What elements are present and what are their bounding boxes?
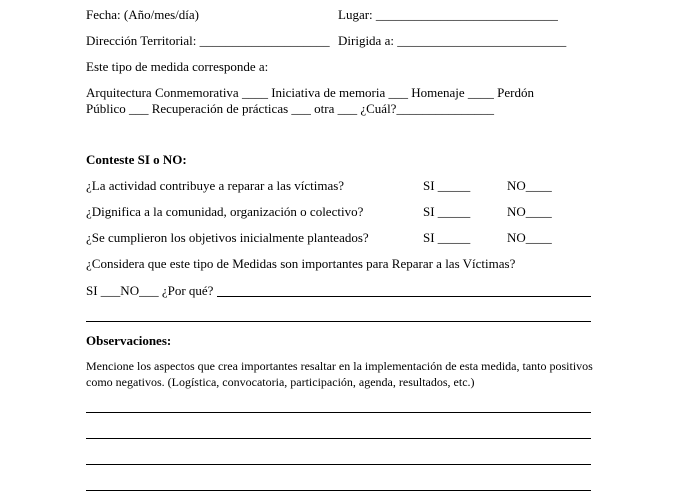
why-answer-line xyxy=(217,296,591,297)
measure-intro: Este tipo de medida corresponde a: xyxy=(86,59,269,74)
question-1-text: ¿La actividad contribuye a reparar a las víctimas? xyxy=(86,178,345,193)
question-2-text: ¿Dignifica a la comunidad, organización o colectivo? xyxy=(86,204,364,219)
question-3-text: ¿Se cumplieron los objetivos inicialmente planteados? xyxy=(86,230,369,245)
observaciones-blank-line xyxy=(86,438,591,439)
observaciones-instructions-line-2: como negativos. (Logística, convocatoria, participación, agenda, resultados, etc.) xyxy=(86,375,475,389)
why-answer-label: SI ___NO___ ¿Por qué? xyxy=(86,283,214,298)
observaciones-blank-line xyxy=(86,464,591,465)
question-3-no: NO____ xyxy=(507,230,552,245)
dirigida-field-label: Dirigida a: __________________________ xyxy=(338,33,567,48)
answer-blank-line xyxy=(86,321,591,322)
question-1-no: NO____ xyxy=(507,178,552,193)
fecha-field-label: Fecha: (Año/mes/día) xyxy=(86,7,199,22)
question-1-si: SI _____ xyxy=(423,178,471,193)
si-no-section-title: Conteste SI o NO: xyxy=(86,152,187,167)
direccion-territorial-field-label: Dirección Territorial: ____________________ xyxy=(86,33,330,48)
measure-options-line-2: Público ___ Recuperación de prácticas ___ otra ___ ¿Cuál?_______________ xyxy=(86,101,494,116)
observaciones-instructions-line-1: Mencione los aspectos que crea importantes resaltar en la implementación de esta medida, tanto positivos xyxy=(86,359,593,373)
measure-options-line-1: Arquitectura Conmemorativa ____ Iniciativa de memoria ___ Homenaje ____ Perdón xyxy=(86,85,535,100)
important-measures-question: ¿Considera que este tipo de Medidas son importantes para Reparar a las Víctimas? xyxy=(86,256,516,271)
observaciones-blank-line xyxy=(86,412,591,413)
observaciones-blank-line xyxy=(86,490,591,491)
observaciones-title: Observaciones: xyxy=(86,333,172,348)
question-2-si: SI _____ xyxy=(423,204,471,219)
lugar-field-label: Lugar: ____________________________ xyxy=(338,7,558,22)
question-3-si: SI _____ xyxy=(423,230,471,245)
question-2-no: NO____ xyxy=(507,204,552,219)
